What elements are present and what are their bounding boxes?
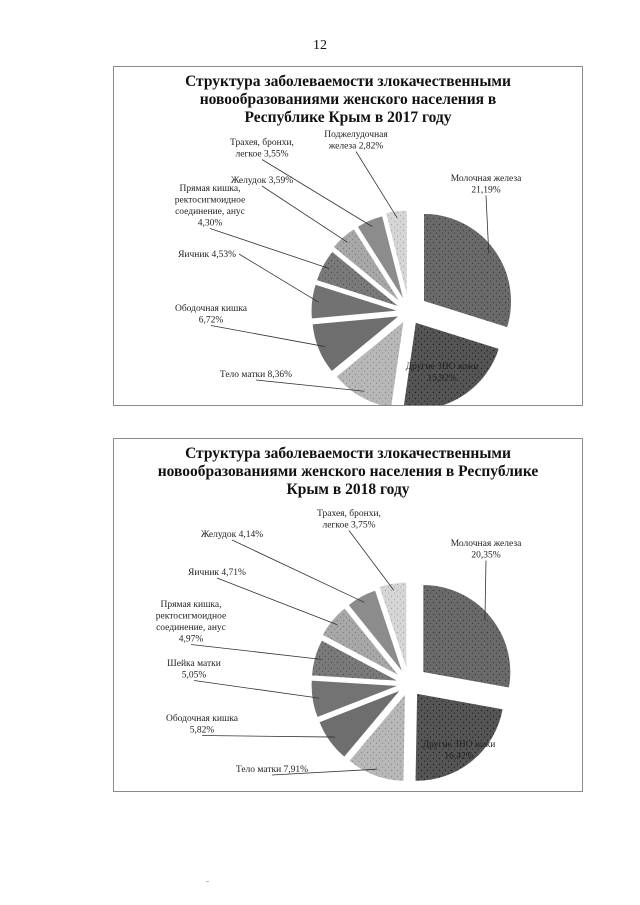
- slice-label-7: Трахея, бронхи, легкое 3,55%: [230, 138, 294, 160]
- pie-slice-0: [424, 213, 512, 327]
- leader-line-7: [232, 540, 364, 602]
- pie-slice-1: [415, 693, 503, 781]
- slice-label-0: Молочная железа 20,35%: [450, 539, 522, 561]
- pie-svg-2017: [114, 67, 582, 405]
- pie-chart-2017: [113, 66, 583, 406]
- leader-line-6: [262, 186, 348, 242]
- slice-label-4: Яичник 4,53%: [178, 250, 236, 260]
- slice-label-5: Прямая кишка, ректосигмоидное соединение, анус 4,30%: [174, 184, 246, 229]
- slice-label-3: Ободочная кишка 6,72%: [174, 304, 248, 326]
- leader-line-4: [194, 681, 319, 699]
- pie-slice-0: [423, 584, 511, 688]
- slice-label-6: Яичник 4,71%: [188, 568, 246, 578]
- slice-label-1: Другие ЗНО кожи 15,92%: [405, 362, 479, 384]
- leader-line-5: [191, 645, 321, 660]
- slice-label-8: Поджелудочная железа 2,82%: [324, 130, 388, 152]
- slice-label-3: Ободочная кишка 5,82%: [165, 714, 239, 736]
- chart-title-2018: Структура заболеваемости злокачественными новообразованиями женского населения в Республике Крым в 2018 году: [157, 445, 539, 498]
- leader-line-3: [211, 326, 325, 347]
- chart-title-2017: Структура заболеваемости злокачественными новообразованиями женского населения в Республике Крым в 2017 году: [185, 73, 511, 126]
- leader-line-5: [210, 229, 329, 269]
- leader-line-3: [202, 736, 335, 738]
- pie-svg-2018: [114, 439, 582, 791]
- slice-label-2: Тело матки 8,36%: [219, 370, 293, 380]
- leader-line-6: [217, 578, 337, 625]
- slice-label-0: Молочная железа 21,19%: [450, 174, 522, 196]
- leader-line-8: [356, 152, 397, 218]
- leader-line-8: [349, 531, 394, 591]
- slice-label-7: Желудок 4,14%: [200, 530, 264, 540]
- slice-label-6: Желудок 3,59%: [230, 176, 294, 186]
- pie-chart-2018: [113, 438, 583, 792]
- scan-speck: [206, 881, 209, 882]
- slice-label-1: Другие ЗНО кожи 16,42%: [422, 740, 496, 762]
- leader-line-7: [262, 160, 372, 227]
- slice-label-8: Трахея, бронхи, легкое 3,75%: [317, 509, 381, 531]
- slice-label-5: Прямая кишка, ректосигмоидное соединение, анус 4,97%: [155, 600, 227, 645]
- page-number: 12: [313, 38, 327, 53]
- slice-label-4: Шейка матки 5,05%: [167, 659, 221, 681]
- slice-label-2: Тело матки 7,91%: [235, 765, 309, 775]
